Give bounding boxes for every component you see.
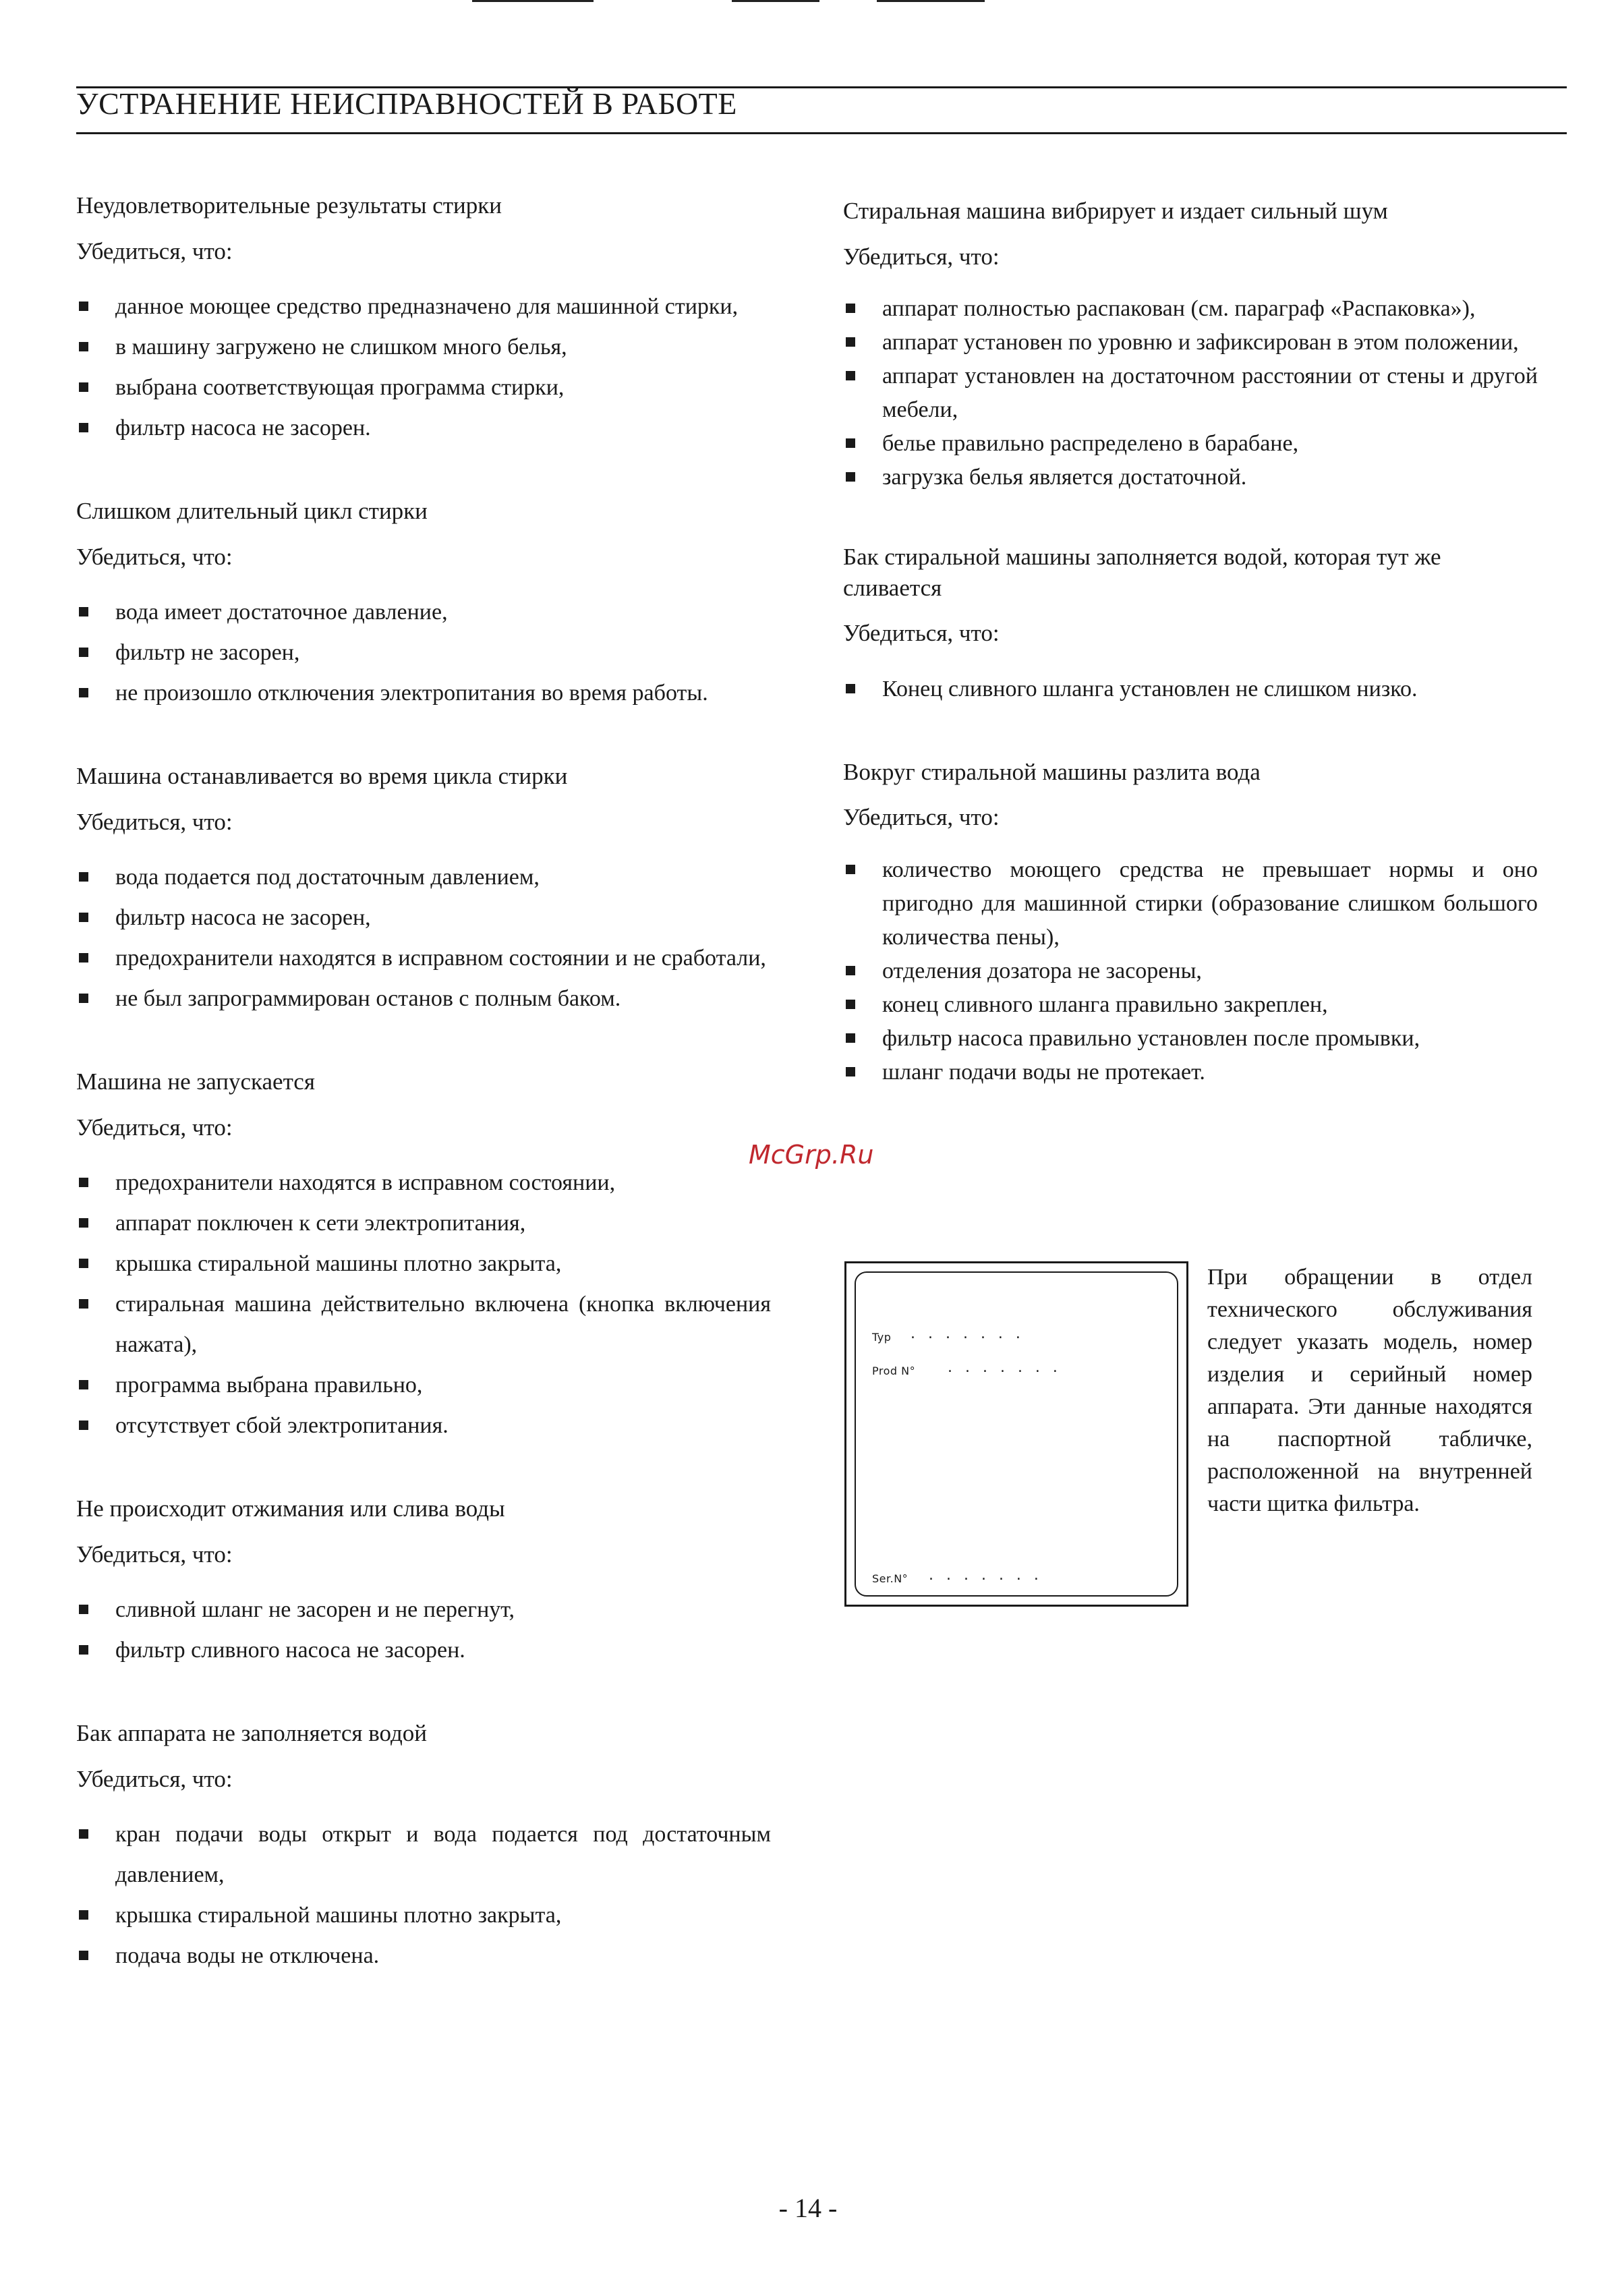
checklist-item	[843, 669, 1538, 710]
square-bullet-icon	[846, 684, 855, 693]
checklist-item	[76, 368, 771, 408]
square-bullet-icon	[79, 342, 88, 351]
checklist-item-text: Конец сливного шланга установлен не слишком низко.	[882, 676, 1418, 701]
checklist-item-text: выбрана соответствующая программа стирки,	[115, 375, 565, 400]
check-label: Убедиться, что:	[843, 804, 1000, 830]
checklist-item	[843, 461, 1538, 494]
checklist	[76, 287, 771, 449]
page-number: - 14 -	[778, 2193, 838, 2223]
trouble-section	[76, 190, 771, 449]
checklist-item	[76, 287, 771, 327]
square-bullet-icon	[79, 1299, 88, 1309]
plate-ser-label: Ser.N°	[872, 1572, 908, 1585]
checklist-item-text: аппарат установен по уровню и зафиксирован в этом положении,	[882, 330, 1519, 355]
square-bullet-icon	[846, 1033, 855, 1043]
square-bullet-icon	[79, 1605, 88, 1614]
square-bullet-icon	[79, 1420, 88, 1430]
checklist-item	[76, 408, 771, 449]
square-bullet-icon	[79, 1380, 88, 1389]
square-bullet-icon	[79, 953, 88, 963]
checklist-item-text: фильтр насоса не засорен.	[115, 415, 371, 440]
square-bullet-icon	[846, 304, 855, 313]
square-bullet-icon	[79, 1829, 88, 1839]
square-bullet-icon	[79, 382, 88, 392]
trouble-section	[76, 1066, 771, 1446]
checklist	[76, 857, 771, 1019]
section-heading: Не происходит отжимания или слива воды	[76, 1495, 505, 1522]
checklist-item-text: вода имеет достаточное давление,	[115, 600, 448, 625]
checklist	[76, 1163, 771, 1446]
square-bullet-icon	[79, 1218, 88, 1228]
checklist-item	[843, 954, 1538, 988]
checklist-item-text: предохранители находятся в исправном состоянии,	[115, 1170, 616, 1195]
check-label: Убедиться, что:	[76, 1541, 233, 1568]
checklist-item-text: отсутствует сбой электропитания.	[115, 1413, 449, 1438]
square-bullet-icon	[79, 1910, 88, 1920]
checklist-item-text: конец сливного шланга правильно закреплен,	[882, 992, 1328, 1017]
square-bullet-icon	[846, 966, 855, 975]
checklist-item-text: фильтр насоса не засорен,	[115, 905, 371, 930]
square-bullet-icon	[846, 438, 855, 448]
check-label: Убедиться, что:	[76, 1114, 233, 1141]
top-mark-3	[877, 0, 985, 2]
square-bullet-icon	[79, 1259, 88, 1268]
checklist-item	[843, 326, 1538, 360]
square-bullet-icon	[846, 1067, 855, 1077]
square-bullet-icon	[79, 913, 88, 922]
checklist	[843, 292, 1538, 494]
section-heading: Бак стиральной машины заполняется водой, которая тут же сливается	[843, 544, 1441, 601]
square-bullet-icon	[79, 302, 88, 311]
square-bullet-icon	[79, 1951, 88, 1960]
checklist-item	[843, 1022, 1538, 1056]
top-mark-2	[732, 0, 819, 2]
square-bullet-icon	[79, 1178, 88, 1187]
square-bullet-icon	[79, 688, 88, 697]
plate-prod-dots: . . . . . . .	[948, 1359, 1062, 1376]
checklist-item	[76, 1814, 771, 1895]
trouble-section	[76, 1718, 771, 1976]
right-column	[843, 196, 1538, 1137]
checklist-item-text: крышка стиральной машины плотно закрыта,	[115, 1251, 562, 1276]
square-bullet-icon	[79, 1645, 88, 1655]
trouble-section	[76, 496, 771, 714]
checklist-item	[843, 427, 1538, 461]
checklist-item-text: фильтр сливного насоса не засорен.	[115, 1638, 465, 1663]
checklist-item	[76, 1936, 771, 1976]
section-heading: Машина не запускается	[76, 1068, 315, 1095]
checklist-item-text: предохранители находятся в исправном состоянии и не сработали,	[115, 946, 766, 971]
trouble-section	[843, 196, 1538, 494]
section-heading: Стиральная машина вибрирует и издает сильный шум	[843, 198, 1388, 224]
checklist-item-text: стиральная машина действительно включена (кнопка включения нажата),	[115, 1292, 771, 1357]
checklist-item-text: подача воды не отключена.	[115, 1943, 380, 1968]
top-mark-1	[472, 0, 594, 2]
checklist-item	[76, 938, 771, 979]
square-bullet-icon	[846, 865, 855, 874]
checklist-item	[76, 979, 771, 1019]
square-bullet-icon	[79, 994, 88, 1003]
checklist-item-text: в машину загружено не слишком много белья,	[115, 335, 567, 360]
square-bullet-icon	[846, 1000, 855, 1009]
checklist-item-text: не произошло отключения электропитания во время работы.	[115, 681, 708, 706]
checklist-item	[76, 1895, 771, 1936]
checklist	[76, 592, 771, 714]
checklist-item	[76, 1365, 771, 1406]
checklist-item-text: загрузка белья является достаточной.	[882, 465, 1247, 490]
trouble-section	[76, 1493, 771, 1671]
checklist	[843, 669, 1538, 710]
checklist-item	[76, 1590, 771, 1630]
section-heading: Неудовлетворительные результаты стирки	[76, 192, 502, 219]
square-bullet-icon	[79, 872, 88, 882]
left-column	[76, 190, 771, 2024]
check-label: Убедиться, что:	[76, 1765, 233, 1792]
checklist-item-text: программа выбрана правильно,	[115, 1373, 423, 1398]
square-bullet-icon	[846, 371, 855, 380]
trouble-section	[843, 757, 1538, 1089]
checklist-item	[843, 360, 1538, 427]
checklist-item	[76, 327, 771, 368]
checklist-item	[76, 1284, 771, 1365]
checklist-item-text: аппарат установлен на достаточном расстоянии от стены и другой мебели,	[882, 364, 1538, 422]
checklist	[843, 853, 1538, 1089]
rating-plate-illustration	[844, 1261, 1188, 1607]
checklist-item	[76, 857, 771, 898]
checklist-item-text: шланг подачи воды не протекает.	[882, 1059, 1205, 1085]
checklist-item-text: аппарат полностью распакован (см. параграф «Распаковка»),	[882, 296, 1476, 321]
trouble-section	[843, 542, 1538, 710]
checklist-item	[76, 898, 771, 938]
checklist-item-text: данное моющее средство предназначено для машинной стирки,	[115, 294, 739, 319]
checklist-item	[76, 673, 771, 714]
rating-plate-inner-frame	[855, 1271, 1178, 1597]
checklist-item-text: сливной шланг не засорен и не перегнут,	[115, 1597, 515, 1622]
checklist-item-text: не был запрограммирован останов с полным баком.	[115, 986, 621, 1011]
section-heading: Слишком длительный цикл стирки	[76, 498, 428, 524]
checklist-item	[843, 988, 1538, 1022]
square-bullet-icon	[79, 423, 88, 432]
page-title: УСТРАНЕНИЕ НЕИСПРАВНОСТЕЙ В РАБОТЕ	[76, 86, 737, 121]
checklist-item	[76, 1406, 771, 1446]
checklist-item-text: фильтр насоса правильно установлен после промывки,	[882, 1025, 1420, 1051]
checklist-item-text: вода подается под достаточным давлением,	[115, 865, 540, 890]
plate-typ-label: Typ	[872, 1331, 892, 1344]
checklist-item	[76, 1163, 771, 1203]
square-bullet-icon	[79, 607, 88, 616]
checklist-item-text: количество моющего средства не превышает нормы и оно пригодно для машинной стирки (образование слишком большого количества пены),	[882, 857, 1538, 950]
checklist	[76, 1814, 771, 1976]
check-label: Убедиться, что:	[76, 808, 233, 835]
plate-typ-dots: . . . . . . .	[911, 1325, 1025, 1342]
checklist-item-text: белье правильно распределено в барабане,	[882, 431, 1299, 456]
checklist-item-text: крышка стиральной машины плотно закрыта,	[115, 1903, 562, 1928]
square-bullet-icon	[846, 337, 855, 347]
watermark: McGrp.Ru	[749, 1140, 874, 1170]
checklist-item	[76, 633, 771, 673]
checklist-item	[76, 1203, 771, 1244]
checklist-item	[843, 1056, 1538, 1089]
checklist	[76, 1590, 771, 1671]
checklist-item	[76, 1244, 771, 1284]
plate-ser-dots: . . . . . . .	[929, 1567, 1043, 1584]
check-label: Убедиться, что:	[76, 237, 233, 264]
title-rule-bottom	[76, 132, 1567, 134]
check-label: Убедиться, что:	[843, 620, 1000, 646]
rating-plate-block	[844, 1261, 1532, 1612]
trouble-section	[76, 761, 771, 1019]
checklist-item-text: аппарат поключен к сети электропитания,	[115, 1211, 526, 1236]
square-bullet-icon	[79, 648, 88, 657]
rating-plate-note: При обращении в отдел технического обслуживания следует указать модель, номер изделия и серийный номер аппарата. Эти данные находятся на паспортной табличке, расположенной на внутренней части щитка фильтра.	[1207, 1265, 1532, 1516]
checklist-item	[843, 292, 1538, 326]
checklist-item	[843, 853, 1538, 954]
square-bullet-icon	[846, 472, 855, 482]
checklist-item-text: отделения дозатора не засорены,	[882, 958, 1202, 983]
check-label: Убедиться, что:	[843, 243, 1000, 270]
checklist-item	[76, 1630, 771, 1671]
section-heading: Бак аппарата не заполняется водой	[76, 1720, 428, 1746]
checklist-item	[76, 592, 771, 633]
section-heading: Вокруг стиральной машины разлита вода	[843, 758, 1261, 785]
plate-prod-label: Prod N°	[872, 1365, 916, 1377]
section-heading: Машина останавливается во время цикла стирки	[76, 763, 568, 789]
checklist-item-text: фильтр не засорен,	[115, 640, 300, 665]
checklist-item-text: кран подачи воды открыт и вода подается под достаточным давлением,	[115, 1822, 771, 1887]
check-label: Убедиться, что:	[76, 543, 233, 570]
